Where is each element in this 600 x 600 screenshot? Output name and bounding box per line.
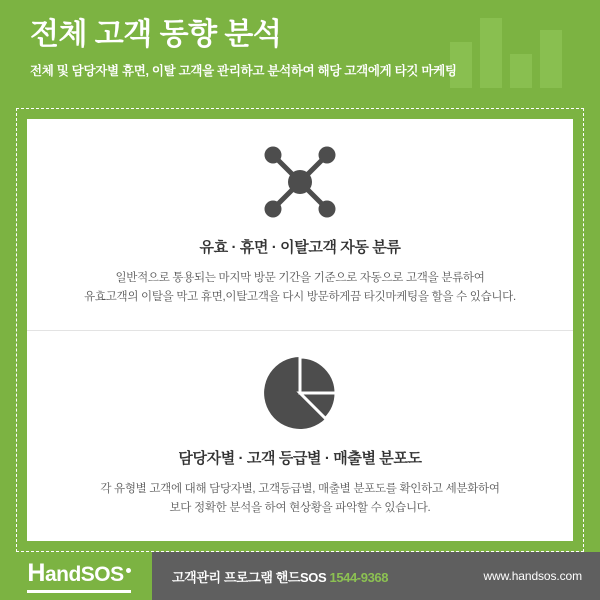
feature-title: 유효 · 휴면 · 이탈고객 자동 분류 bbox=[199, 238, 401, 256]
feature-description-line: 각 유형별 고객에 대해 담당자별, 고객등급별, 매출별 분포도를 확인하고 세분화하여 bbox=[100, 483, 500, 496]
footer bbox=[0, 552, 600, 600]
brand-logo-initial: H bbox=[27, 559, 45, 587]
brand-logo[interactable] bbox=[0, 559, 152, 593]
footer-product-name: 고객관리 프로그램 핸드SOS bbox=[172, 569, 327, 585]
feature-panel-classification bbox=[27, 119, 573, 330]
footer-phone-number[interactable]: 1544-9368 bbox=[329, 569, 389, 585]
page-title: 전체 고객 동향 분석 bbox=[30, 18, 282, 51]
brand-logo-text bbox=[27, 559, 130, 593]
network-nodes-icon bbox=[261, 134, 339, 230]
feature-description-line: 유효고객의 이탈을 막고 휴면,이탈고객을 다시 방문하게끔 타깃마케팅을 할을 수 있습니다. bbox=[84, 290, 516, 303]
page-subtitle: 전체 및 담당자별 휴면, 이탈 고객을 관리하고 분석하여 해당 고객에게 타깃 마케팅 bbox=[30, 63, 457, 78]
feature-description-line: 일반적으로 통용되는 마지막 방문 기간을 기준으로 자동으로 고객을 분류하여 bbox=[115, 271, 485, 284]
pie-chart-icon bbox=[262, 345, 338, 441]
brand-logo-rest: andSOS bbox=[44, 563, 124, 586]
header bbox=[0, 0, 600, 108]
feature-panel-distribution bbox=[27, 331, 573, 542]
feature-description-line: 보다 정확한 분석을 하여 현상황을 파악할 수 있습니다. bbox=[169, 502, 431, 515]
footer-bar bbox=[152, 552, 600, 600]
footer-contact bbox=[172, 567, 388, 586]
feature-description bbox=[84, 269, 516, 307]
brand-logo-underline bbox=[27, 590, 130, 593]
footer-website-url[interactable]: www.handsos.com bbox=[483, 569, 582, 583]
brand-logo-dot bbox=[126, 568, 131, 573]
feature-description bbox=[100, 480, 499, 518]
feature-title: 담당자별 · 고객 등급별 · 매출별 분포도 bbox=[178, 450, 422, 468]
dashed-frame bbox=[16, 108, 584, 552]
content-card bbox=[27, 119, 573, 541]
